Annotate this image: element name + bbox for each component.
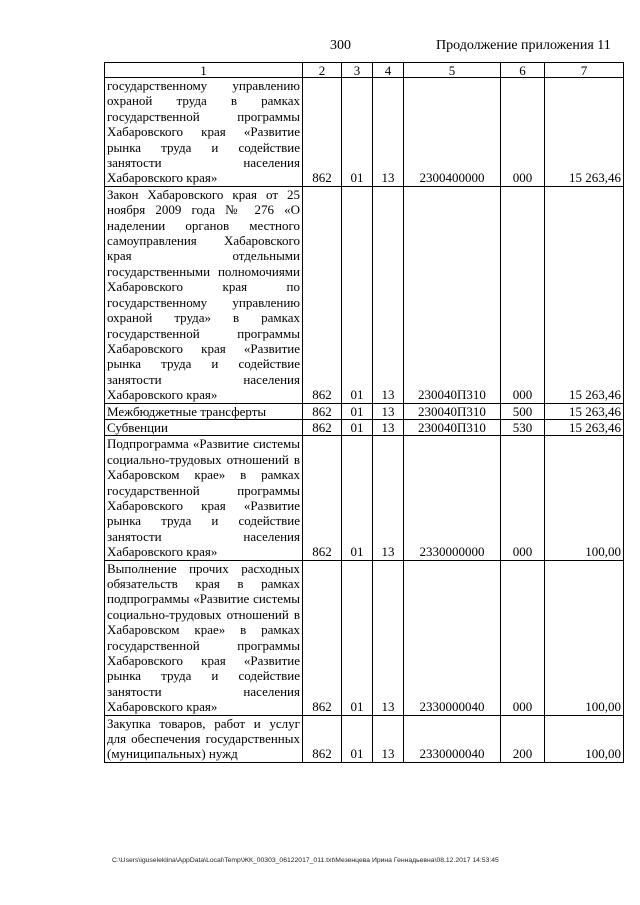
row-subsection: 13 — [373, 78, 404, 187]
row-amount: 15 263,46 — [545, 186, 624, 403]
row-target: 230040П310 — [404, 186, 501, 403]
row-section: 01 — [342, 560, 373, 715]
column-header: 3 — [342, 63, 373, 78]
row-target: 2300400000 — [404, 78, 501, 187]
row-code: 862 — [303, 419, 342, 435]
row-code: 862 — [303, 560, 342, 715]
column-header: 1 — [105, 63, 303, 78]
row-section: 01 — [342, 419, 373, 435]
row-expense-type: 000 — [501, 436, 545, 560]
column-header: 7 — [545, 63, 624, 78]
row-name: Субвенции — [105, 419, 303, 435]
table-row — [105, 403, 624, 419]
column-header: 6 — [501, 63, 545, 78]
row-section: 01 — [342, 78, 373, 187]
row-expense-type: 000 — [501, 186, 545, 403]
row-target: 230040П310 — [404, 419, 501, 435]
row-expense-type: 530 — [501, 419, 545, 435]
table-header-row — [105, 63, 624, 78]
row-section: 01 — [342, 186, 373, 403]
row-code: 862 — [303, 78, 342, 187]
row-target: 2330000040 — [404, 715, 501, 762]
row-subsection: 13 — [373, 403, 404, 419]
row-subsection: 13 — [373, 186, 404, 403]
table-row — [105, 186, 624, 403]
row-subsection: 13 — [373, 419, 404, 435]
row-amount: 15 263,46 — [545, 419, 624, 435]
row-target: 2330000040 — [404, 560, 501, 715]
column-header: 5 — [404, 63, 501, 78]
row-expense-type: 000 — [501, 78, 545, 187]
row-name: Закупка товаров, работ и услуг для обеспечения государственных (муниципальных) нужд — [105, 715, 303, 762]
row-expense-type: 000 — [501, 560, 545, 715]
table-row — [105, 419, 624, 435]
row-code: 862 — [303, 186, 342, 403]
row-amount: 100,00 — [545, 560, 624, 715]
row-name: Подпрограмма «Развитие системы социально-трудовых отношений в Хабаровском крае» в рамках государственной программы Хабаровского края «Развитие рынка труда и содействие занятости населения Хабаровского края» — [105, 436, 303, 560]
row-code: 862 — [303, 403, 342, 419]
row-name: Выполнение прочих расходных обязательств края в рамках подпрограммы «Развитие системы социально-трудовых отношений в Хабаровском крае» в рамках государственной программы Хабаровского края «Развитие рынка труда и содействие занятости населения Хабаровского края» — [105, 560, 303, 715]
row-name: государственному управлению охраной труда в рамках государственной программы Хабаровского края «Развитие рынка труда и содействие занятости населения Хабаровского края» — [105, 78, 303, 187]
appendix-continuation: Продолжение приложения 11 — [436, 38, 611, 53]
row-section: 01 — [342, 403, 373, 419]
row-section: 01 — [342, 715, 373, 762]
row-amount: 100,00 — [545, 715, 624, 762]
row-code: 862 — [303, 436, 342, 560]
column-header: 2 — [303, 63, 342, 78]
budget-table — [104, 62, 624, 763]
row-expense-type: 200 — [501, 715, 545, 762]
table-row — [105, 78, 624, 187]
row-amount: 15 263,46 — [545, 78, 624, 187]
row-target: 230040П310 — [404, 403, 501, 419]
row-target: 2330000000 — [404, 436, 501, 560]
row-subsection: 13 — [373, 560, 404, 715]
row-amount: 100,00 — [545, 436, 624, 560]
file-path-footer: C:\Users\iguseleklina\AppData\Local\Temp\ЖК_00303_06122017_011.txt\Мезенцева Ирина Геннадьевна\08.12.2017 14:53:45 — [112, 857, 499, 864]
page-number: 300 — [330, 38, 351, 53]
row-section: 01 — [342, 436, 373, 560]
column-header: 4 — [373, 63, 404, 78]
row-expense-type: 500 — [501, 403, 545, 419]
table-row — [105, 436, 624, 560]
row-name: Закон Хабаровского края от 25 ноября 2009 года № 276 «О наделении органов местного самоуправления Хабаровского края отдельными государственными полномочиями Хабаровского края по государственному управлению охраной труда» в рамках государственной программы Хабаровского края «Развитие рынка труда и содействие занятости населения Хабаровского края» — [105, 186, 303, 403]
row-amount: 15 263,46 — [545, 403, 624, 419]
table-row — [105, 715, 624, 762]
row-name: Межбюджетные трансферты — [105, 403, 303, 419]
row-subsection: 13 — [373, 715, 404, 762]
row-code: 862 — [303, 715, 342, 762]
table-row — [105, 560, 624, 715]
row-subsection: 13 — [373, 436, 404, 560]
